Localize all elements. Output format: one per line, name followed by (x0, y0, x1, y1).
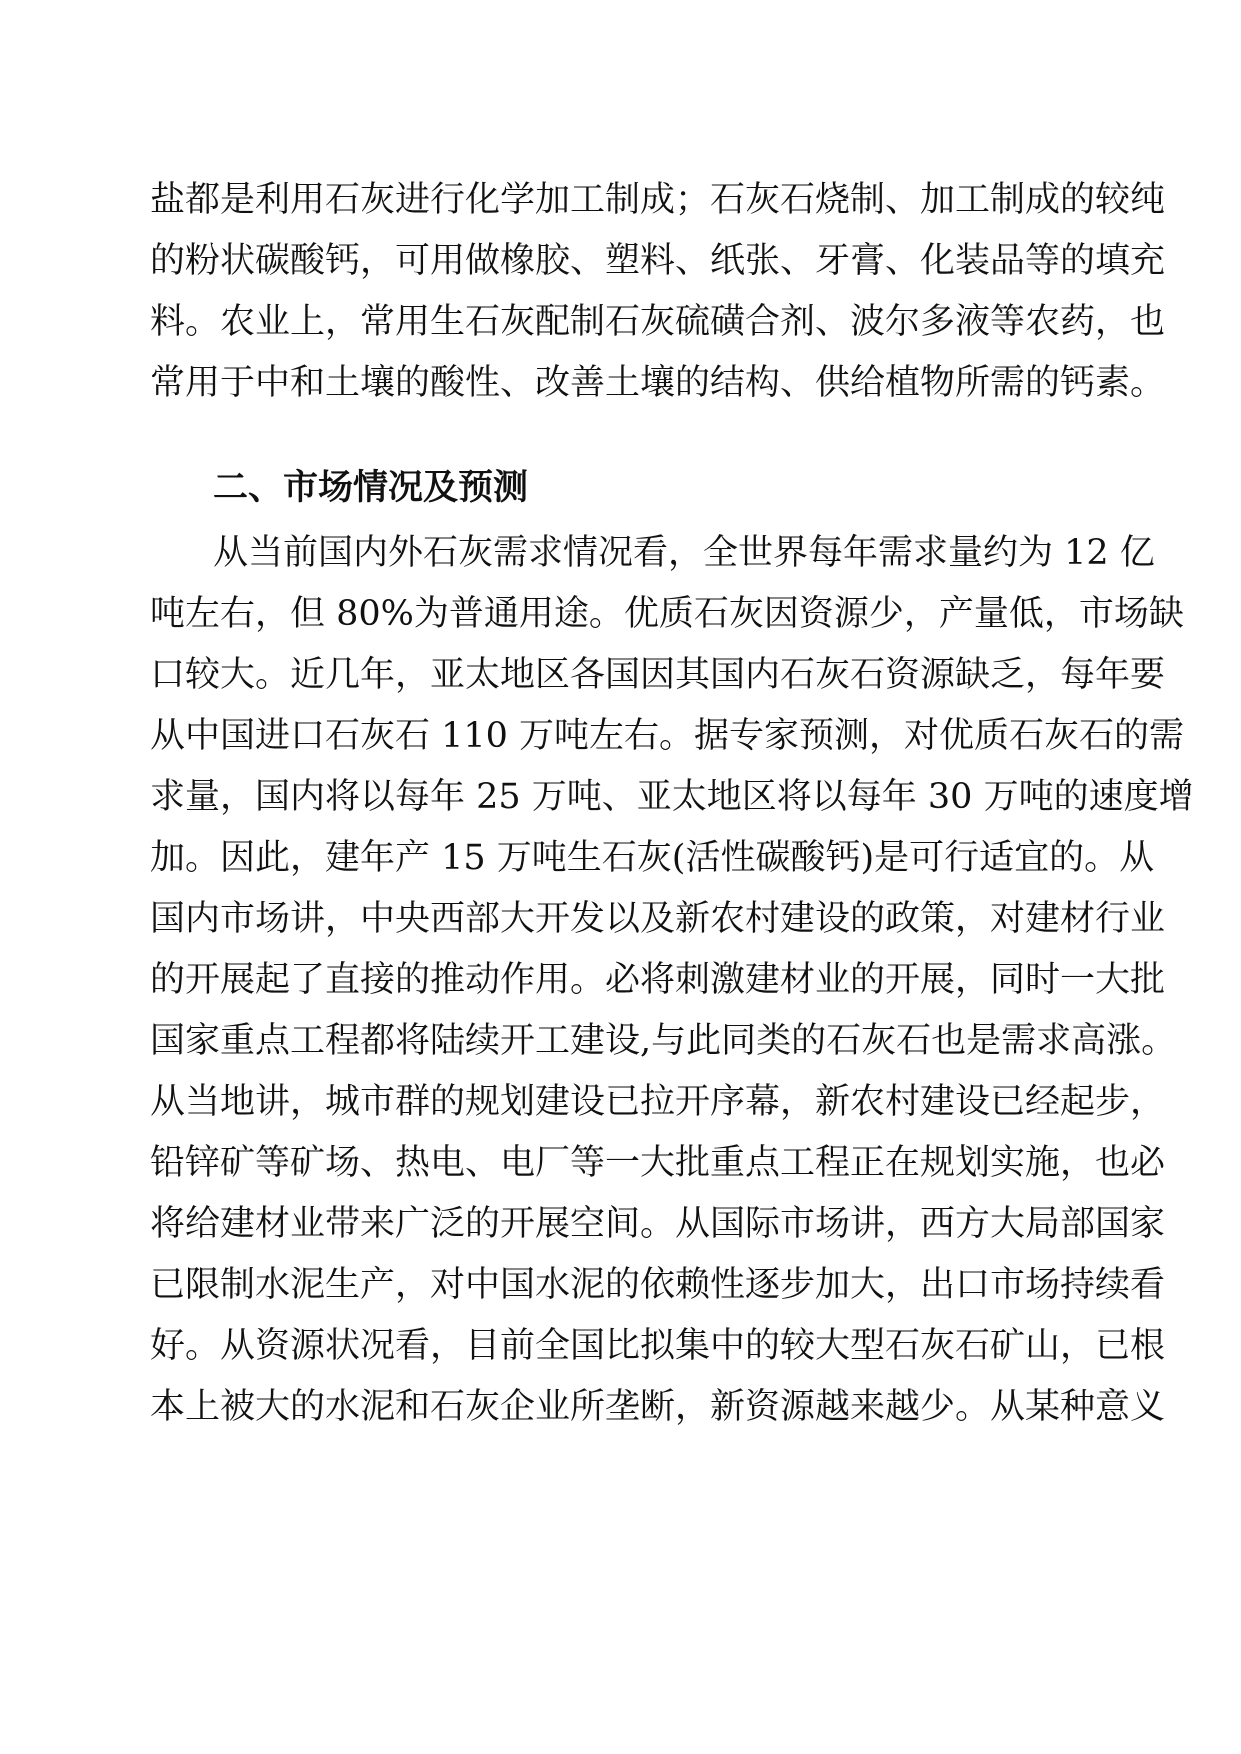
body-text-line: 从当前国内外石灰需求情况看，全世界每年需求量约为 12 亿 (213, 533, 1155, 573)
body-text-line: 常用于中和土壤的酸性、改善土壤的结构、供给植物所需的钙素。 (150, 363, 1166, 403)
body-text-line: 好。从资源状况看，目前全国比拟集中的较大型石灰石矿山，已根 (150, 1326, 1166, 1366)
body-text-line: 铅锌矿等矿场、热电、电厂等一大批重点工程正在规划实施，也必 (150, 1143, 1166, 1183)
body-text-line: 料。农业上，常用生石灰配制石灰硫磺合剂、波尔多液等农药，也 (150, 302, 1166, 342)
body-text-line: 的开展起了直接的推动作用。必将刺激建材业的开展，同时一大批 (150, 960, 1166, 1000)
body-text-line: 从中国进口石灰石 110 万吨左右。据专家预测，对优质石灰石的需 (150, 716, 1185, 756)
body-text-line: 口较大。近几年，亚太地区各国因其国内石灰石资源缺乏，每年要 (150, 655, 1166, 695)
body-text-line: 将给建材业带来广泛的开展空间。从国际市场讲，西方大局部国家 (150, 1204, 1166, 1244)
body-text-line: 吨左右，但 80%为普通用途。优质石灰因资源少，产量低，市场缺 (150, 594, 1184, 634)
body-text-line: 加。因此，建年产 15 万吨生石灰(活性碳酸钙)是可行适宜的。从 (150, 838, 1155, 878)
body-text-line: 求量，国内将以每年 25 万吨、亚太地区将以每年 30 万吨的速度增 (150, 777, 1194, 817)
section-heading: 二、市场情况及预测 (213, 468, 529, 508)
body-text-line: 已限制水泥生产，对中国水泥的依赖性逐步加大，出口市场持续看 (150, 1265, 1166, 1305)
body-text-line: 盐都是利用石灰进行化学加工制成；石灰石烧制、加工制成的较纯 (150, 180, 1166, 220)
body-text-line: 从当地讲，城市群的规划建设已拉开序幕，新农村建设已经起步， (150, 1082, 1166, 1122)
body-text-line: 本上被大的水泥和石灰企业所垄断，新资源越来越少。从某种意义 (150, 1387, 1166, 1427)
body-text-line: 的粉状碳酸钙，可用做橡胶、塑料、纸张、牙膏、化装品等的填充 (150, 241, 1166, 281)
body-text-line: 国内市场讲，中央西部大开发以及新农村建设的政策，对建材行业 (150, 899, 1166, 939)
body-text-line: 国家重点工程都将陆续开工建设,与此同类的石灰石也是需求高涨。 (150, 1021, 1177, 1061)
